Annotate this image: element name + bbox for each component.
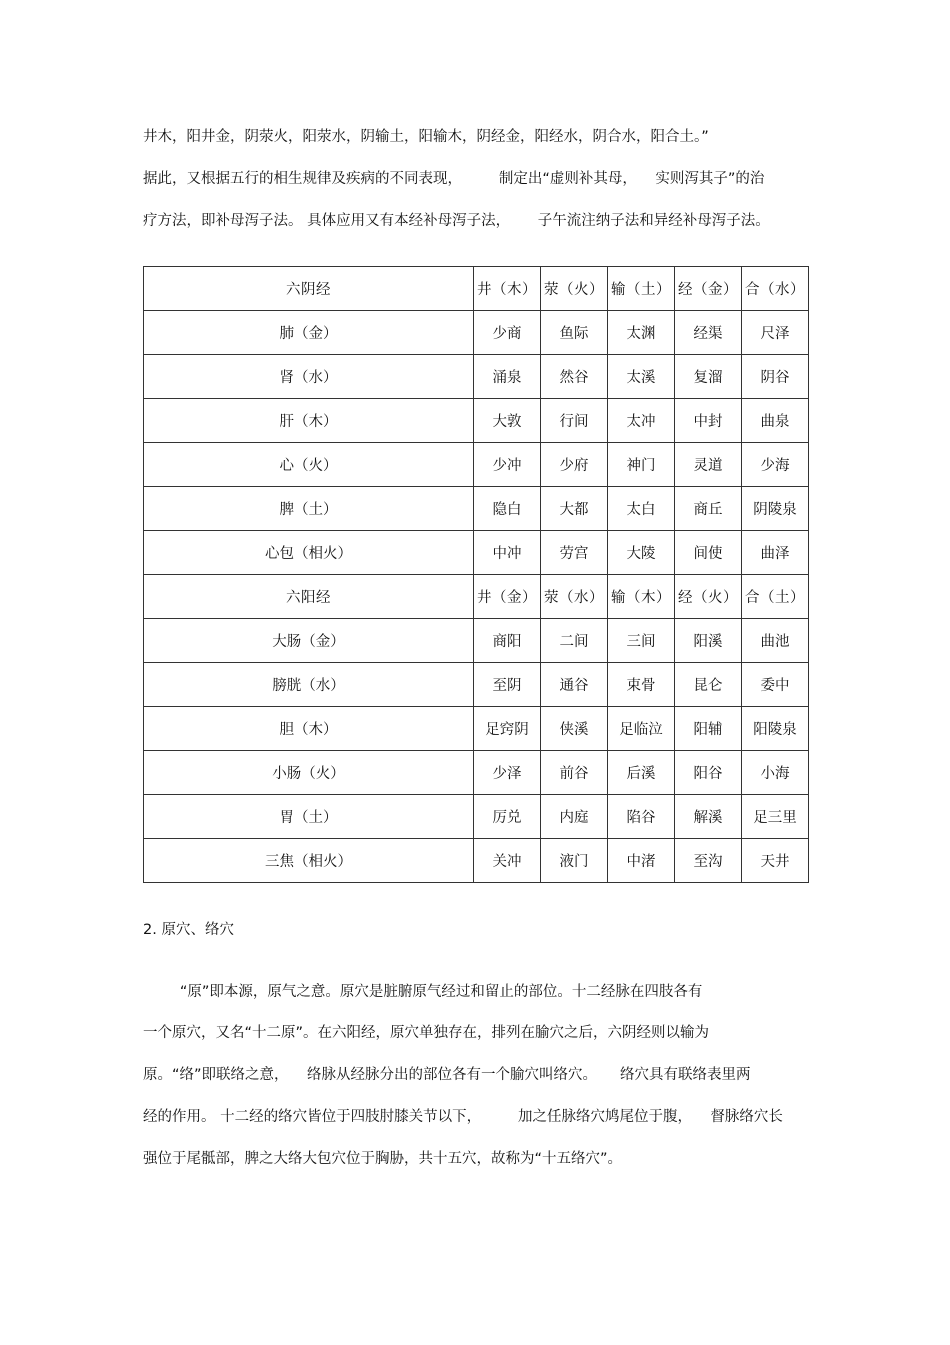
acupoint-cell: 通谷 (541, 663, 608, 707)
acupoint-cell: 昆仑 (675, 663, 742, 707)
acupoint-cell: 大敦 (474, 399, 541, 443)
table-header-row (144, 267, 809, 311)
acupoint-cell: 足三里 (742, 795, 809, 839)
table-row (144, 355, 809, 399)
acupoint-cell: 然谷 (541, 355, 608, 399)
acupoint-cell: 陷谷 (608, 795, 675, 839)
acupoint-cell: 劳宫 (541, 531, 608, 575)
acupoint-cell: 鱼际 (541, 311, 608, 355)
table-row (144, 795, 809, 839)
acupoint-cell: 至阴 (474, 663, 541, 707)
acupoint-cell: 关冲 (474, 839, 541, 883)
acupoint-cell: 间使 (675, 531, 742, 575)
table-row (144, 443, 809, 487)
meridian-name-cell: 三焦（相火） (144, 839, 474, 883)
intro-line-2: 据此，又根据五行的相生规律及疾病的不同表现， 制定出“虚则补其母， 实则泻其子”的治 (143, 171, 765, 187)
table-row (144, 311, 809, 355)
acupoint-cell: 行间 (541, 399, 608, 443)
yang-meridian-table (143, 574, 809, 883)
acupoint-cell: 小海 (742, 751, 809, 795)
table-row (144, 751, 809, 795)
acupoint-cell: 中渚 (608, 839, 675, 883)
intro-line-3: 疗方法，即补母泻子法。 具体应用又有本经补母泻子法， 子午流注纳子法和异经补母泻子法。 (143, 213, 770, 229)
meridian-name-cell: 心（火） (144, 443, 474, 487)
table-header-cell: 井（金） (474, 575, 541, 619)
table-row (144, 663, 809, 707)
acupoint-cell: 内庭 (541, 795, 608, 839)
table-row (144, 531, 809, 575)
meridian-name-cell: 小肠（火） (144, 751, 474, 795)
table-row (144, 399, 809, 443)
acupoint-cell: 少冲 (474, 443, 541, 487)
acupoint-cell: 商阳 (474, 619, 541, 663)
yin-meridian-table (143, 266, 809, 575)
acupoint-cell: 太渊 (608, 311, 675, 355)
acupoint-cell: 阴陵泉 (742, 487, 809, 531)
acupoint-cell: 厉兑 (474, 795, 541, 839)
meridian-name-cell: 大肠（金） (144, 619, 474, 663)
acupoint-cell: 尺泽 (742, 311, 809, 355)
table-header-row (144, 575, 809, 619)
acupoint-cell: 神门 (608, 443, 675, 487)
acupoint-cell: 至沟 (675, 839, 742, 883)
table-row (144, 839, 809, 883)
acupoint-cell: 大陵 (608, 531, 675, 575)
body-line-3: 原。“络”即联络之意， 络脉从经脉分出的部位各有一个腧穴叫络穴。 络穴具有联络表里两 (143, 1067, 751, 1083)
acupoint-cell: 太溪 (608, 355, 675, 399)
acupoint-cell: 少海 (742, 443, 809, 487)
meridian-name-cell: 胃（土） (144, 795, 474, 839)
table-header-cell: 经（金） (675, 267, 742, 311)
table-header-cell: 输（木） (608, 575, 675, 619)
table-header-cell: 六阴经 (144, 267, 474, 311)
acupoint-cell: 二间 (541, 619, 608, 663)
acupoint-cell: 侠溪 (541, 707, 608, 751)
table-header-cell: 六阳经 (144, 575, 474, 619)
acupoint-cell: 灵道 (675, 443, 742, 487)
body-line-2: 一个原穴，又名“十二原”。在六阳经，原穴单独存在，排列在腧穴之后，六阴经则以输为 (143, 1025, 710, 1041)
acupoint-cell: 复溜 (675, 355, 742, 399)
acupoint-cell: 大都 (541, 487, 608, 531)
acupoint-cell: 太白 (608, 487, 675, 531)
meridian-name-cell: 肾（水） (144, 355, 474, 399)
acupoint-cell: 少府 (541, 443, 608, 487)
table-row (144, 487, 809, 531)
body-line-1: “原”即本源，原气之意。原穴是脏腑原气经过和留止的部位。十二经脉在四肢各有 (143, 984, 703, 1000)
acupoint-cell: 少泽 (474, 751, 541, 795)
section-title: 2. 原穴、络穴 (143, 922, 234, 938)
acupoint-cell: 太冲 (608, 399, 675, 443)
acupoint-cell: 足窍阴 (474, 707, 541, 751)
body-line-4: 经的作用。 十二经的络穴皆位于四肢肘膝关节以下， 加之任脉络穴鸠尾位于腹， 督脉络穴长 (143, 1109, 783, 1125)
meridian-name-cell: 胆（木） (144, 707, 474, 751)
acupoint-cell: 商丘 (675, 487, 742, 531)
acupoint-cell: 曲泉 (742, 399, 809, 443)
acupoint-cell: 阳谷 (675, 751, 742, 795)
table-header-cell: 荥（水） (541, 575, 608, 619)
table-header-cell: 合（土） (742, 575, 809, 619)
acupoint-cell: 阴谷 (742, 355, 809, 399)
acupoint-cell: 足临泣 (608, 707, 675, 751)
acupoint-cell: 少商 (474, 311, 541, 355)
acupoint-cell: 隐白 (474, 487, 541, 531)
acupoint-cell: 中封 (675, 399, 742, 443)
acupoint-cell: 中冲 (474, 531, 541, 575)
table-header-cell: 合（水） (742, 267, 809, 311)
acupoint-cell: 涌泉 (474, 355, 541, 399)
meridian-name-cell: 膀胱（水） (144, 663, 474, 707)
body-line-5: 强位于尾骶部，脾之大络大包穴位于胸胁，共十五穴，故称为“十五络穴”。 (143, 1151, 623, 1167)
acupoint-cell: 束骨 (608, 663, 675, 707)
meridian-name-cell: 心包（相火） (144, 531, 474, 575)
acupoint-cell: 曲池 (742, 619, 809, 663)
acupoint-cell: 曲泽 (742, 531, 809, 575)
acupoint-cell: 后溪 (608, 751, 675, 795)
acupoint-cell: 解溪 (675, 795, 742, 839)
meridian-name-cell: 肺（金） (144, 311, 474, 355)
acupoint-cell: 三间 (608, 619, 675, 663)
table-row (144, 619, 809, 663)
intro-line-1: 井木，阳井金，阴荥火，阳荥水，阴输土，阳输木，阴经金，阳经水，阴合水，阳合土。” (143, 129, 709, 145)
table-row (144, 707, 809, 751)
table-header-cell: 输（土） (608, 267, 675, 311)
table-header-cell: 荥（火） (541, 267, 608, 311)
meridian-name-cell: 肝（木） (144, 399, 474, 443)
acupoint-cell: 阳陵泉 (742, 707, 809, 751)
table-header-cell: 经（火） (675, 575, 742, 619)
acupoint-cell: 委中 (742, 663, 809, 707)
meridian-name-cell: 脾（土） (144, 487, 474, 531)
acupoint-cell: 天井 (742, 839, 809, 883)
acupoint-cell: 阳辅 (675, 707, 742, 751)
acupoint-cell: 经渠 (675, 311, 742, 355)
acupoint-cell: 前谷 (541, 751, 608, 795)
acupoint-cell: 阳溪 (675, 619, 742, 663)
table-header-cell: 井（木） (474, 267, 541, 311)
acupoint-cell: 液门 (541, 839, 608, 883)
